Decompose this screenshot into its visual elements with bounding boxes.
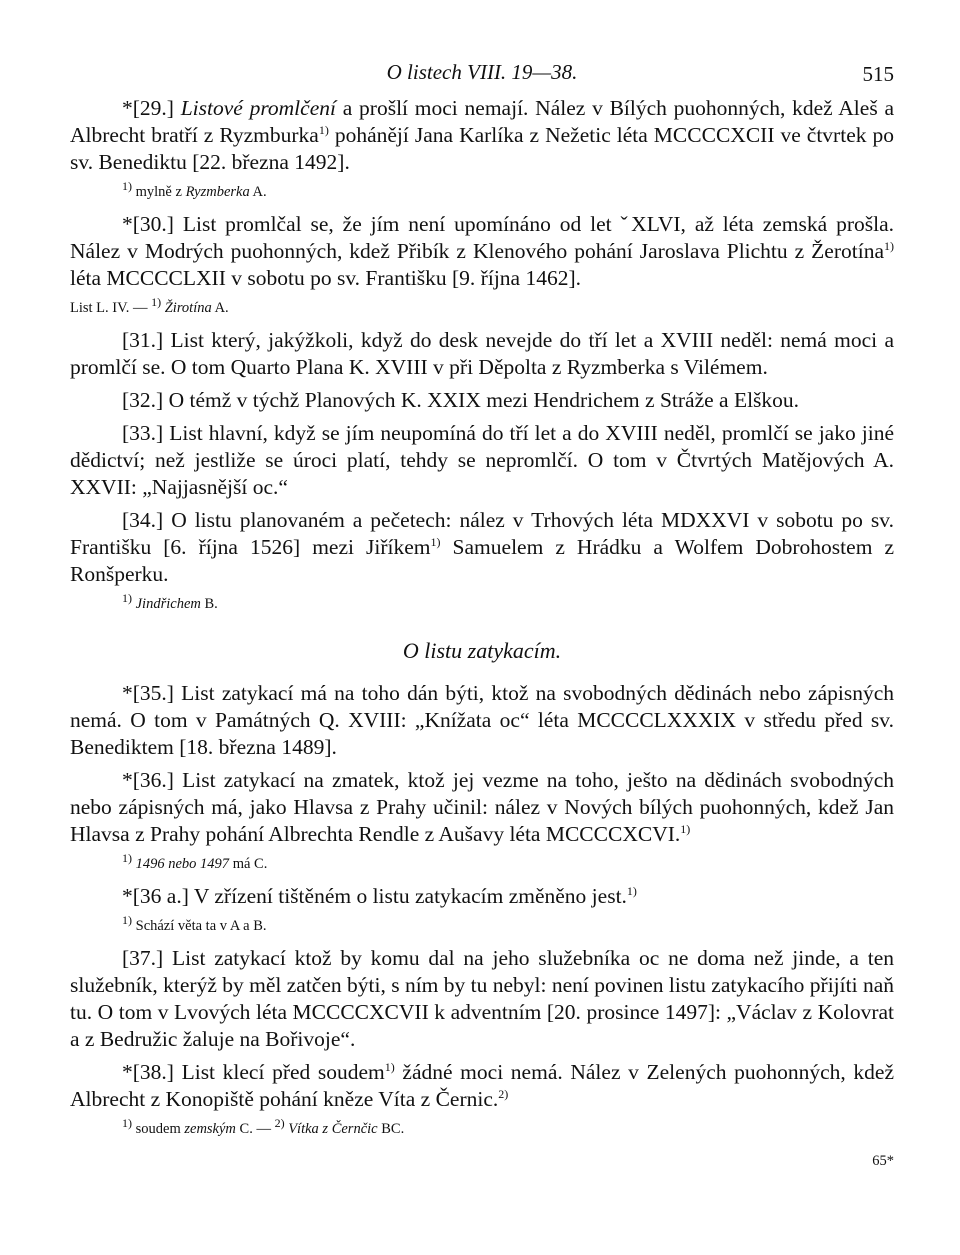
footnote-ref: 1) <box>884 238 894 253</box>
paragraph-36: *[36.] List zatykací na zmatek, ktož jej vezme na toho, ješto na dědinách svobodných nebo zápisných má, jako Hlavsa z Prahy učinil: nález v Nových bílých puohonných, kdež Jan Hlavsa z Prahy pohání Albrechta Rendle z Aušavy léta MCCCCXCVI.$^{1)}$ <box>70 768 894 846</box>
paragraph-32: [32.] O témž v týchž Planových K. XXIX mezi Hendrichem z Stráže a Elškou. <box>122 388 800 412</box>
footnote-ref: 1) <box>680 821 691 836</box>
footnote-ref: 2) <box>498 1086 509 1101</box>
page-number: 515 <box>862 62 894 86</box>
footnote: $^{1)}$ mylně z Ryzmberka A. <box>122 179 267 200</box>
footnote-ref: 1) <box>318 122 329 137</box>
footnote-ref: 1) <box>626 883 637 898</box>
footnote: List L. IV. — $^{1)}$ Žirotína A. <box>70 295 229 316</box>
footnote: $^{1)}$ Jindřichem B. <box>122 591 218 612</box>
paragraph-30: *[30.] List promlčal se, že jím není upomínáno od let ˇXLVI, až léta zemská prošla. Nález v Modrých puohonných, kdež Přibík z Klenového pohání Jaroslava Plichtu z Žerotína$^{1)}$ léta MCCCCLXII v sobotu po sv. Františku [9. října 1462]. <box>70 212 894 290</box>
footnote: $^{1)}$ 1496 nebo 1497 má C. <box>122 851 268 872</box>
page-header <box>70 55 894 95</box>
paragraph-31: [31.] List který, jakýžkoli, když do desk nevejde do tří let a XVIII neděl: nemá moci a promlčí se. O tom Quarto Plana K. XVIII v při Děpolta z Ryzmberka s Vilémem. <box>70 328 894 379</box>
paragraph-38: *[38.] List klecí před soudem$^{1)}$ žádné moci nemá. Nález v Zelených puohonných, kdež Albrecht z Konopiště pohání kněze Víta z Černic.$^{2)}$ <box>70 1059 894 1111</box>
section-title: O listu zatykacím. <box>402 638 562 663</box>
signature-mark: 65* <box>872 1153 894 1169</box>
footnote: $^{1)}$ Schází věta ta v A a B. <box>122 913 267 934</box>
paragraph-35: *[35.] List zatykací má na toho dán býti, ktož na svobodných dědinách nebo zápisných nemá. O tom v Památných Q. XVIII: „Knížata oc“ léta MCCCCLXXXIX v středu před sv. Benediktem [18. března 1489]. <box>70 681 894 759</box>
running-title: O listech VIII. 19—38. <box>386 60 578 84</box>
paragraph-36a: *[36 a.] V zřízení tištěném o listu zatykacím změněno jest.$^{1)}$ <box>122 883 637 908</box>
paragraph-29: *[29.] Listové promlčení a prošlí moci nemají. Nález v Bílých puohonných, kdež Aleš a Albrecht bratří z Ryzmburka$^{1)}$ pohánějí Jana Karlíka z Nežetic léta MCCCCXCII ve čtvrtek po sv. Benediktu [22. března 1492]. <box>70 96 894 174</box>
document-page <box>70 55 894 1169</box>
footnote-ref: 1) <box>384 1059 395 1074</box>
paragraph-title: Listové promlčení <box>180 96 336 120</box>
paragraph-37: [37.] List zatykací ktož by komu dal na jeho služebníka oc ne doma než jinde, a ten služebník, kterýž by měl zatčen býti, s ním by tu nebyl: není povinen listu zatykacího přijíti naň tu. O tom v Lvových léta MCCCCXCVII k adventním [20. prosince 1497]: „Václav z Kolovrat a z Bedružic žaluje na Bořivoje“. <box>70 946 894 1051</box>
footnote: $^{1)}$ soudem zemským C. — $^{2)}$ Vítka z Černčic BC. <box>122 1116 405 1137</box>
footnote-ref: 1) <box>430 534 441 549</box>
paragraph-34: [34.] O listu planovaném a pečetech: nález v Trhových léta MDXXVI v sobotu po sv. Františku [6. října 1526] mezi Jiříkem$^{1)}$ Samuelem z Hrádku a Wolfem Dobrohostem z Ronšperku. <box>70 508 894 586</box>
paragraph-33: [33.] List hlavní, když se jím neupomíná do tří let a do XVIII neděl, promlčí se jako jiné dědictví; než jestliže se úroci platí, tehdy se nepromlčí. O tom v Čtvrtých Matějových A. XXVII: „Najjasnější oc.“ <box>70 421 894 499</box>
